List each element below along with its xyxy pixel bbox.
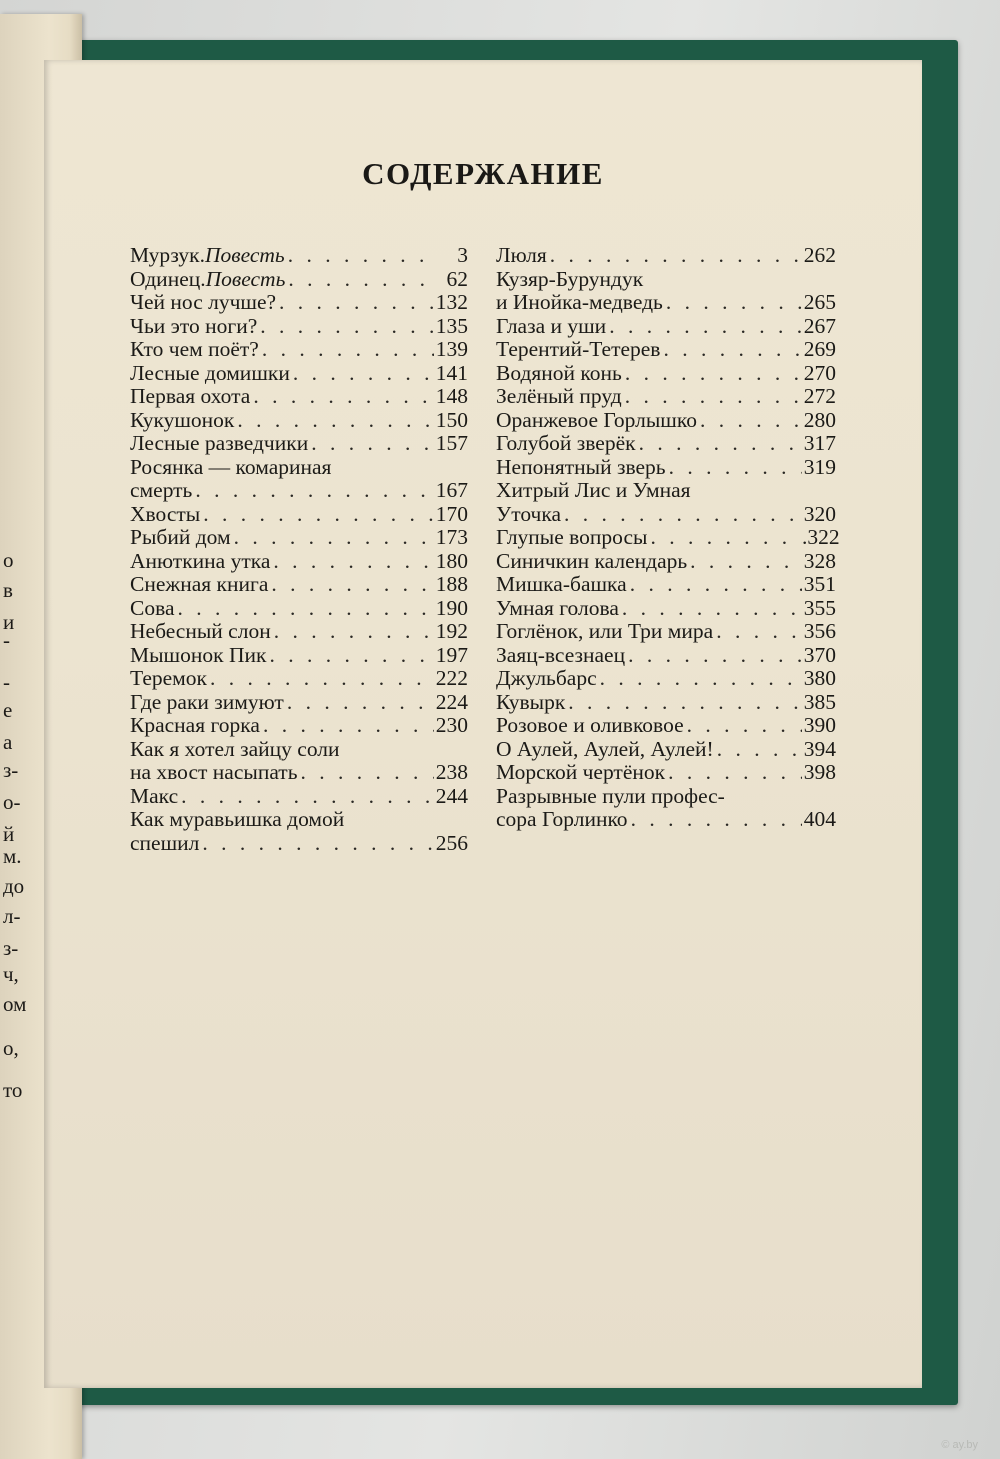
toc-leader-dots xyxy=(625,644,802,668)
toc-entry xyxy=(496,385,836,409)
toc-line xyxy=(130,268,468,292)
toc-page-number: 351 xyxy=(803,572,836,596)
toc-leader-dots xyxy=(647,526,802,550)
toc-entry-title: смерть xyxy=(130,478,193,502)
toc-entry xyxy=(130,362,468,386)
toc-page-number: 390 xyxy=(803,713,836,737)
toc-entry-title: Снежная книга xyxy=(130,572,269,596)
toc-page-number: 148 xyxy=(435,384,468,408)
toc-leader-dots xyxy=(290,362,434,386)
toc-entry xyxy=(130,409,468,433)
toc-page-number: 317 xyxy=(803,431,836,455)
toc-line xyxy=(130,362,468,386)
toc-entry-title: Мышонок Пик xyxy=(130,642,267,667)
toc-page-number: 230 xyxy=(435,713,468,737)
toc-line xyxy=(130,808,468,832)
toc-entry-title: Сова xyxy=(130,595,175,620)
toc-entry xyxy=(496,432,836,456)
left-page-fragment: то xyxy=(3,1078,23,1102)
toc-leader-dots xyxy=(298,761,434,785)
toc-entry-title: Росянка — комариная xyxy=(130,454,332,479)
toc-entry-title: Розовое и оливковое xyxy=(496,713,684,737)
toc-leader-dots xyxy=(606,315,802,339)
toc-entry-title: Рыбий дом xyxy=(130,525,231,549)
toc-entry-title: Чей нос лучше? xyxy=(130,290,277,314)
toc-entry-title: Где раки зимуют xyxy=(130,689,284,714)
toc-leader-dots xyxy=(178,785,434,809)
toc-entry xyxy=(496,268,836,315)
toc-line xyxy=(130,761,468,785)
toc-page-number: 188 xyxy=(435,572,468,596)
toc-line xyxy=(130,315,468,339)
left-page-fragment: а xyxy=(3,730,13,754)
toc-entry xyxy=(496,479,836,526)
toc-entry xyxy=(496,409,836,433)
toc-leader-dots xyxy=(622,385,802,409)
toc-page-number: 380 xyxy=(803,666,836,690)
toc-line xyxy=(496,525,840,550)
toc-entry xyxy=(496,667,836,691)
toc-entry-title: Зелёный пруд xyxy=(496,384,622,408)
toc-entry xyxy=(496,338,836,362)
toc-leader-dots xyxy=(268,573,434,597)
toc-line xyxy=(496,691,836,715)
toc-entry-title: О Аулей, Аулей, Аулей! xyxy=(496,736,714,761)
toc-entry xyxy=(130,526,468,550)
toc-line xyxy=(130,291,468,315)
toc-leader-dots xyxy=(684,714,802,738)
toc-leader-dots xyxy=(175,597,434,621)
toc-line xyxy=(496,761,836,785)
toc-page-number: 262 xyxy=(803,243,836,267)
toc-line xyxy=(130,338,468,362)
toc-line xyxy=(496,338,836,362)
toc-line xyxy=(130,432,468,456)
toc-line xyxy=(130,667,468,691)
toc-line xyxy=(496,738,836,762)
toc-entry-title: Анюткина утка xyxy=(130,548,271,573)
toc-entry xyxy=(496,362,836,386)
toc-leader-dots xyxy=(660,338,802,362)
toc-leader-dots xyxy=(713,620,802,644)
toc-page-number: 394 xyxy=(803,736,836,761)
left-page-fragment: ч, xyxy=(3,962,19,986)
toc-leader-dots xyxy=(234,409,434,433)
toc-entry-title: Синичкин календарь xyxy=(496,548,688,573)
toc-page-number: 238 xyxy=(435,760,468,784)
toc-page-number: 256 xyxy=(435,830,468,855)
toc-line xyxy=(130,526,468,550)
left-page-fragment: о, xyxy=(3,1036,19,1060)
toc-line xyxy=(130,503,468,527)
toc-entry-title: Терентий-Тетерев xyxy=(496,337,661,361)
toc-page-number: 197 xyxy=(435,642,468,667)
toc-leader-dots xyxy=(250,385,434,409)
toc-entry xyxy=(130,432,468,456)
left-page-fragment: з- xyxy=(3,758,19,782)
toc-page-number: 132 xyxy=(435,290,468,314)
toc-entry xyxy=(130,268,468,292)
toc-page-number: 320 xyxy=(803,501,836,526)
toc-entry-title: Умная голова xyxy=(496,595,619,620)
toc-leader-dots xyxy=(285,244,434,268)
toc-entry xyxy=(130,738,468,785)
toc-line xyxy=(496,644,836,668)
toc-entry-title: Одинец. xyxy=(130,266,206,291)
toc-entry xyxy=(496,573,836,597)
toc-line xyxy=(496,385,836,409)
toc-page-number: 319 xyxy=(803,454,836,479)
toc-page-number: 62 xyxy=(446,266,468,291)
toc-leader-dots xyxy=(271,620,434,644)
left-page-fragment: й xyxy=(3,822,15,846)
toc-entry xyxy=(130,573,468,597)
toc-page-number: 328 xyxy=(803,548,836,573)
toc-line xyxy=(496,409,836,433)
toc-entry xyxy=(130,503,468,527)
toc-leader-dots xyxy=(619,597,802,621)
toc-entry xyxy=(130,620,468,644)
toc-leader-dots xyxy=(284,691,434,715)
toc-entry xyxy=(130,691,468,715)
toc-entry-title: Хитрый Лис и Умная xyxy=(496,478,691,502)
toc-entry-title: Мурзук. xyxy=(130,243,205,267)
toc-line xyxy=(130,714,468,738)
toc-entry xyxy=(130,291,468,315)
toc-entry-title: Джульбарс xyxy=(496,666,597,690)
toc-page-number: 265 xyxy=(803,290,836,314)
toc-leader-dots xyxy=(276,291,434,315)
toc-entry-title: и Инойка-медведь xyxy=(496,290,663,314)
toc-line xyxy=(496,362,836,386)
toc-leader-dots xyxy=(687,550,802,574)
toc-page-number: 222 xyxy=(435,666,468,690)
toc-page-number: 355 xyxy=(803,595,836,620)
toc-entry-title: Первая охота xyxy=(130,384,251,408)
toc-line xyxy=(130,644,468,668)
toc-entry-title: Красная горка xyxy=(130,713,260,737)
toc-leader-dots xyxy=(231,526,434,550)
toc-leader-dots xyxy=(666,456,802,480)
toc-entry xyxy=(130,644,468,668)
toc-page-number: 385 xyxy=(803,689,836,714)
toc-leader-dots xyxy=(665,761,802,785)
toc-line xyxy=(496,620,836,644)
toc-line xyxy=(496,667,836,691)
toc-page-number: 173 xyxy=(435,525,468,549)
toc-line xyxy=(130,620,468,644)
toc-line xyxy=(496,503,836,527)
toc-entry-title: Кукушонок xyxy=(130,407,235,432)
toc-leader-dots xyxy=(259,338,434,362)
left-page-fragment: до xyxy=(3,874,25,898)
toc-leader-dots xyxy=(622,362,802,386)
toc-page-number: 141 xyxy=(435,360,468,385)
toc-entry-title: Глупые вопросы xyxy=(496,525,648,549)
toc-page-number: 244 xyxy=(435,783,468,808)
toc-entry-title: Гоглёнок, или Три мира xyxy=(496,619,714,643)
toc-page-number: 404 xyxy=(803,807,836,831)
left-page-fragment: о- xyxy=(3,790,21,814)
left-page-fragment: л- xyxy=(3,904,21,928)
toc-entry-title: Лесные домишки xyxy=(130,360,290,385)
toc-line xyxy=(496,714,836,738)
toc-line xyxy=(130,785,468,809)
toc-entry xyxy=(130,667,468,691)
toc-leader-dots xyxy=(266,644,434,668)
toc-line xyxy=(496,479,836,503)
toc-line xyxy=(496,291,836,315)
toc-leader-dots xyxy=(260,714,434,738)
toc-page-number: 139 xyxy=(435,337,468,361)
toc-line xyxy=(130,385,468,409)
toc-entry-title: Водяной конь xyxy=(496,360,622,385)
toc-page-number: 270 xyxy=(803,360,836,385)
toc-line xyxy=(130,456,468,480)
toc-entry-title: Непонятный зверь xyxy=(496,454,666,479)
toc-line xyxy=(130,597,468,621)
toc-entry-title: Кто чем поёт? xyxy=(130,337,259,361)
toc-leader-dots xyxy=(714,738,802,762)
toc-entry xyxy=(130,808,468,855)
toc-entry xyxy=(496,644,836,668)
left-page-fragment: з- xyxy=(3,936,19,960)
toc-line xyxy=(496,597,836,621)
toc-entry xyxy=(130,597,468,621)
toc-leader-dots xyxy=(308,432,434,456)
toc-line xyxy=(130,550,468,574)
toc-page-number: 398 xyxy=(803,760,836,784)
toc-page-number: 267 xyxy=(803,313,836,338)
toc-entry-title: Как я хотел зайцу соли xyxy=(130,736,340,761)
toc-page-number: 150 xyxy=(435,407,468,432)
toc-line xyxy=(496,244,836,268)
toc-line xyxy=(496,432,836,456)
toc-entry-title: Оранжевое Горлышко xyxy=(496,407,697,432)
toc-line xyxy=(130,479,468,503)
toc-entry-title: Как муравьишка домой xyxy=(130,807,345,831)
toc-line xyxy=(130,573,468,597)
toc-entry-title: спешил xyxy=(130,830,200,855)
toc-page-number: 157 xyxy=(435,431,468,455)
toc-entry xyxy=(496,785,836,832)
toc-entry-genre: Повесть xyxy=(205,266,286,291)
left-page-fragment: и xyxy=(3,610,15,634)
toc-entry-title: Заяц-всезнаец xyxy=(496,642,626,667)
toc-leader-dots xyxy=(257,315,434,339)
toc-entry xyxy=(496,550,836,574)
toc-page-number: 3 xyxy=(457,243,468,267)
toc-entry-title: Кувырк xyxy=(496,689,566,714)
toc-leader-dots xyxy=(628,808,802,832)
toc-line xyxy=(496,808,836,832)
toc-line xyxy=(130,738,468,762)
toc-line xyxy=(130,691,468,715)
toc-entry-title: на хвост насыпать xyxy=(130,760,298,784)
toc-entry-title: сора Горлинко xyxy=(496,807,628,831)
toc-line xyxy=(130,832,468,856)
toc-entry-title: Чьи это ноги? xyxy=(130,313,258,338)
left-page-fragment: е xyxy=(3,698,13,722)
toc-column-right xyxy=(496,243,840,832)
toc-leader-dots xyxy=(199,832,434,856)
left-page-fragment: в xyxy=(3,578,13,602)
toc-entry xyxy=(130,338,468,362)
left-page-fragment: - xyxy=(3,628,10,652)
watermark: © ay.by xyxy=(941,1439,978,1451)
toc-line xyxy=(496,550,836,574)
toc-line xyxy=(496,268,836,292)
toc-entry-title: Голубой зверёк xyxy=(496,431,636,455)
left-page-fragment: о xyxy=(3,548,14,572)
toc-line xyxy=(130,409,468,433)
toc-entry-title: Макс xyxy=(130,783,179,808)
toc-page-number: 167 xyxy=(435,478,468,502)
toc-entry xyxy=(130,244,468,268)
toc-leader-dots xyxy=(285,268,434,292)
left-page-fragment: м. xyxy=(3,844,22,868)
toc-line xyxy=(496,573,836,597)
toc-entry xyxy=(496,456,836,480)
toc-entry-title: Мишка-башка xyxy=(496,572,627,596)
toc-entry-title: Лесные разведчики xyxy=(130,431,309,455)
toc-entry xyxy=(496,714,836,738)
toc-leader-dots xyxy=(547,244,802,268)
contents-page xyxy=(44,60,922,1388)
toc-page-number: .322 xyxy=(802,525,840,549)
toc-page-number: 370 xyxy=(803,642,836,667)
toc-entry-title: Уточка xyxy=(496,501,562,526)
toc-entry-title: Кузяр-Бурундук xyxy=(496,266,644,291)
toc-leader-dots xyxy=(192,479,434,503)
toc-page-number: 180 xyxy=(435,548,468,573)
toc-entry xyxy=(130,714,468,738)
toc-entry-genre: Повесть xyxy=(204,243,285,267)
toc-page-number: 170 xyxy=(435,501,468,526)
toc-entry-title: Разрывные пули профес- xyxy=(496,783,725,808)
toc-entry xyxy=(496,597,836,621)
toc-page-number: 272 xyxy=(803,384,836,408)
toc-entry-title: Теремок xyxy=(130,666,207,690)
toc-page-number: 192 xyxy=(435,619,468,643)
toc-leader-dots xyxy=(270,550,434,574)
toc-entry xyxy=(130,456,468,503)
toc-leader-dots xyxy=(597,667,802,691)
toc-leader-dots xyxy=(565,691,802,715)
toc-page-number: 135 xyxy=(435,313,468,338)
toc-entry xyxy=(496,761,836,785)
toc-entry xyxy=(496,244,836,268)
toc-entry xyxy=(130,785,468,809)
toc-line xyxy=(496,785,836,809)
toc-leader-dots xyxy=(561,503,802,527)
toc-entry-title: Хвосты xyxy=(130,501,201,526)
toc-entry xyxy=(130,385,468,409)
toc-leader-dots xyxy=(636,432,802,456)
toc-entry-title: Люля xyxy=(496,243,547,267)
toc-page-number: 190 xyxy=(435,595,468,620)
toc-leader-dots xyxy=(697,409,802,433)
toc-line xyxy=(496,315,836,339)
toc-leader-dots xyxy=(627,573,802,597)
toc-entry xyxy=(496,738,836,762)
toc-entry xyxy=(496,691,836,715)
toc-leader-dots xyxy=(663,291,802,315)
left-page-fragment: ом xyxy=(3,992,27,1016)
toc-leader-dots xyxy=(200,503,434,527)
toc-entry-title: Глаза и уши xyxy=(496,313,607,338)
page-title: СОДЕРЖАНИЕ xyxy=(362,156,604,191)
toc-column-left xyxy=(130,244,468,855)
toc-leader-dots xyxy=(207,667,434,691)
toc-page-number: 356 xyxy=(803,619,836,643)
toc-entry xyxy=(496,525,840,550)
left-page-fragment: - xyxy=(3,670,10,694)
toc-entry-title: Небесный слон xyxy=(130,619,271,643)
toc-entry-title: Морской чертёнок xyxy=(496,760,666,784)
toc-entry xyxy=(130,315,468,339)
toc-page-number: 224 xyxy=(435,689,468,714)
toc-line xyxy=(496,456,836,480)
toc-entry xyxy=(130,550,468,574)
toc-entry xyxy=(496,315,836,339)
toc-page-number: 269 xyxy=(803,337,836,361)
toc-entry xyxy=(496,620,836,644)
toc-line xyxy=(130,244,468,268)
toc-page-number: 280 xyxy=(803,407,836,432)
